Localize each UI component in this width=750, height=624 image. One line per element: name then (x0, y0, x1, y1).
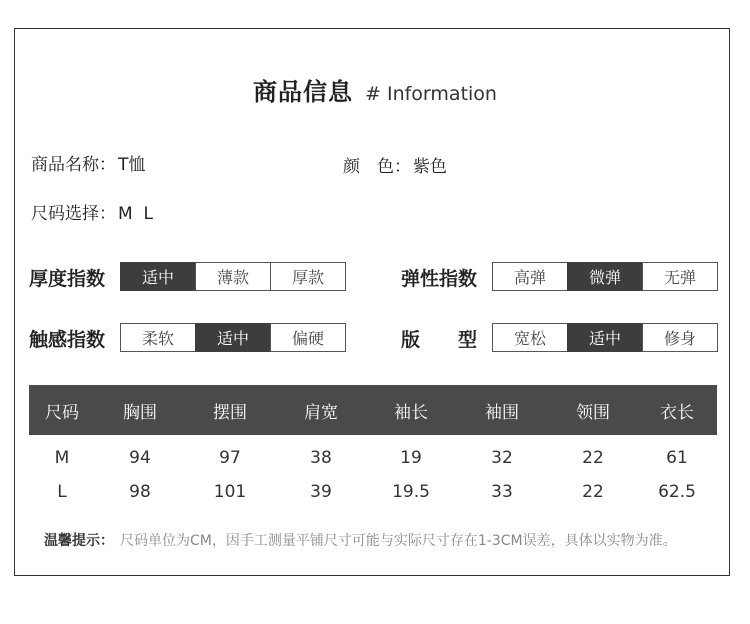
size-table-header: 领围 (549, 385, 637, 435)
fit-option: 修身 (642, 323, 718, 352)
touch-option: 柔软 (120, 323, 196, 352)
size-table-header: 摆围 (185, 385, 275, 435)
table-row (29, 435, 717, 475)
section-subtitle: # Information (365, 83, 497, 105)
elasticity-option: 微弹 (567, 262, 643, 291)
size-notice (44, 531, 716, 551)
table-cell: 33 (491, 482, 513, 502)
table-cell: L (57, 482, 67, 502)
table-cell: 22 (582, 482, 604, 502)
table-row (29, 475, 717, 509)
product-color (343, 152, 447, 177)
fit-label: 版 型 (401, 329, 478, 351)
thickness-option: 适中 (120, 262, 196, 291)
size-table-header: 胸围 (95, 385, 185, 435)
table-cell: 98 (129, 482, 151, 502)
size-table-header: 尺码 (29, 385, 95, 435)
table-cell: 94 (129, 448, 151, 468)
touch-option: 偏硬 (270, 323, 346, 352)
size-table-header: 肩宽 (275, 385, 367, 435)
fit-options (492, 323, 718, 352)
elasticity-options (492, 262, 718, 291)
elasticity-option: 无弹 (642, 262, 718, 291)
size-table-header: 衣长 (637, 385, 717, 435)
section-header (0, 72, 750, 107)
notice-label: 温馨提示： (44, 533, 114, 549)
touch-options (120, 323, 346, 352)
table-cell: 39 (310, 482, 332, 502)
notice-text: 尺码单位为CM，因手工测量平铺尺寸可能与实际尺寸存在1-3CM误差，具体以实物为准。 (120, 533, 677, 549)
product-color-value: 紫色 (413, 157, 447, 177)
touch-option: 适中 (195, 323, 271, 352)
table-cell: M (54, 448, 70, 468)
fit-option: 适中 (567, 323, 643, 352)
thickness-option: 薄款 (195, 262, 271, 291)
elasticity-label: 弹性指数 (401, 268, 478, 290)
product-sizes-label: 尺码选择： (31, 204, 116, 224)
table-cell: 22 (582, 448, 604, 468)
thickness-option: 厚款 (270, 262, 346, 291)
section-title: 商品信息 (253, 78, 354, 106)
table-cell: 19.5 (392, 482, 430, 502)
thickness-label: 厚度指数 (29, 268, 106, 290)
table-cell: 19 (400, 448, 422, 468)
table-cell: 101 (213, 482, 247, 502)
table-cell: 62.5 (658, 482, 696, 502)
product-name-value: T恤 (118, 155, 146, 175)
product-sizes-value: M L (118, 204, 153, 224)
product-sizes (31, 199, 153, 224)
table-cell: 61 (666, 448, 688, 468)
elasticity-option: 高弹 (492, 262, 568, 291)
size-table-header: 袖长 (367, 385, 455, 435)
table-cell: 38 (310, 448, 332, 468)
size-table-header: 袖围 (455, 385, 549, 435)
touch-label: 触感指数 (29, 329, 106, 351)
product-name (31, 150, 145, 175)
fit-option: 宽松 (492, 323, 568, 352)
size-table-header-row (29, 385, 717, 435)
table-cell: 32 (491, 448, 513, 468)
thickness-options (120, 262, 346, 291)
product-color-label: 颜 色： (343, 157, 411, 177)
table-cell: 97 (219, 448, 241, 468)
product-name-label: 商品名称： (31, 155, 116, 175)
size-table (29, 385, 717, 509)
